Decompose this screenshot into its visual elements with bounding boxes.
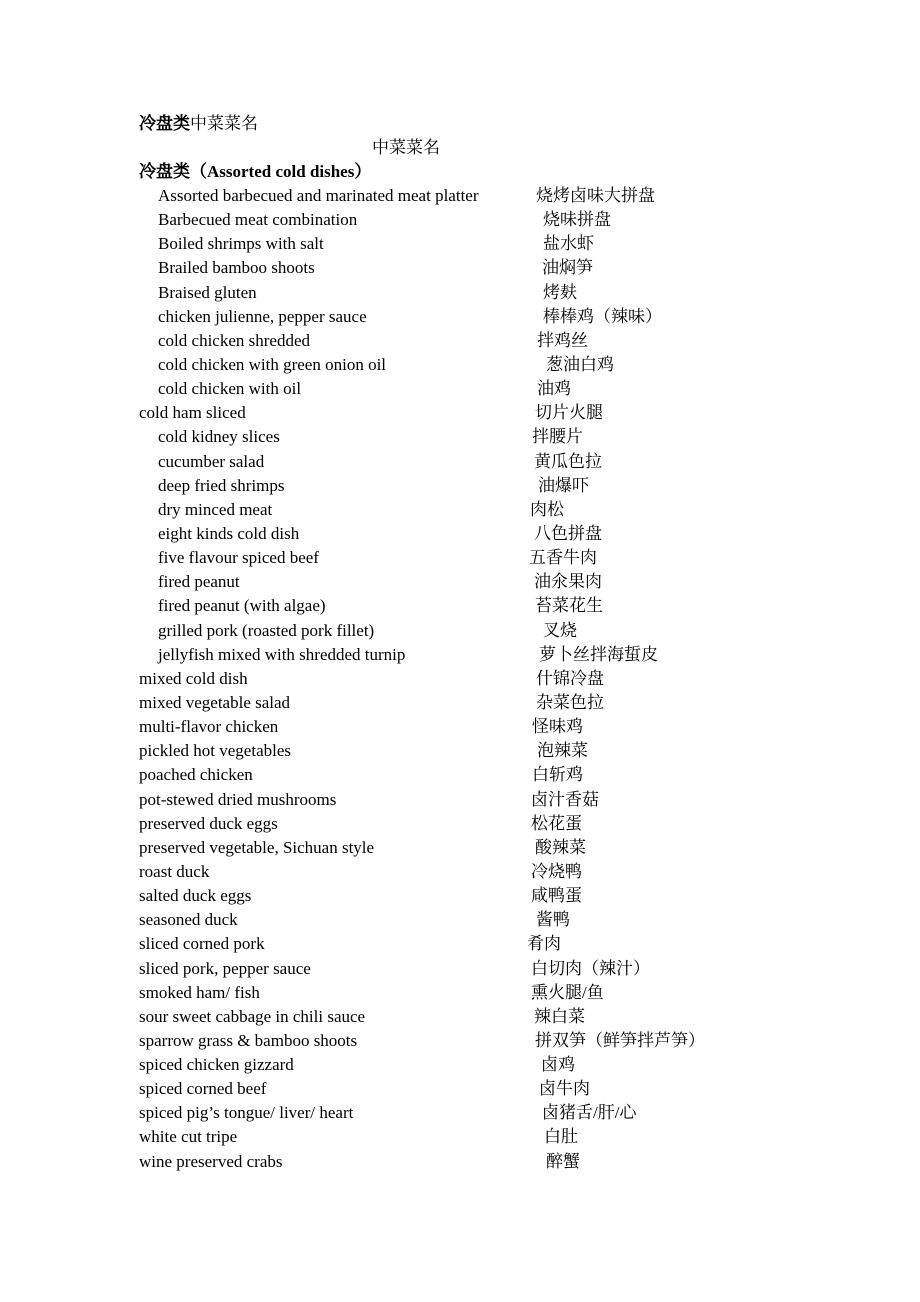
dish-english-name: Barbecued meat combination [158,210,358,230]
dish-chinese-name: 油鸡 [537,379,571,399]
dish-chinese-name: 松花蛋 [531,813,582,833]
dish-english-name: cucumber salad [158,451,265,471]
dish-english-name: poached chicken [139,765,253,785]
dish-english-name: mixed vegetable salad [139,692,291,712]
dish-row [0,450,920,474]
dish-list [0,184,920,1174]
dish-english-name: preserved duck eggs [139,813,278,833]
dish-row [0,570,920,594]
dish-chinese-name: 杂菜色拉 [536,692,604,712]
dish-chinese-name: 咸鸭蛋 [531,886,582,906]
dish-row [0,691,920,715]
dish-row [0,546,920,570]
dish-row [0,908,920,932]
dish-chinese-name: 白切肉（辣汁） [531,958,650,978]
dish-row [0,643,920,667]
dish-row [0,474,920,498]
dish-english-name: spiced pig’s tongue/ liver/ heart [139,1103,354,1123]
dish-english-name: deep fried shrimps [158,475,285,495]
dish-row [0,981,920,1005]
dish-english-name: cold ham sliced [139,403,246,423]
dish-chinese-name: 萝卜丝拌海蜇皮 [539,644,658,664]
dish-row [0,667,920,691]
dish-chinese-name: 醉蟹 [546,1151,580,1171]
dish-chinese-name: 卤鸡 [541,1055,575,1075]
dish-row [0,256,920,280]
dish-english-name: pickled hot vegetables [139,741,292,761]
dish-row [0,763,920,787]
dish-row [0,1029,920,1053]
dish-chinese-name: 五香牛肉 [529,548,597,568]
dish-row [0,594,920,618]
dish-row [0,619,920,643]
dish-row [0,715,920,739]
dish-row [0,184,920,208]
dish-row [0,401,920,425]
dish-english-name: cold chicken with green onion oil [158,354,387,374]
dish-english-name: pot-stewed dried mushrooms [139,789,337,809]
dish-english-name: sliced corned pork [139,934,265,954]
dish-english-name: chicken julienne, pepper sauce [158,306,367,326]
dish-english-name: cold chicken shredded [158,330,310,350]
dish-chinese-name: 卤猪舌/肝/心 [542,1103,637,1123]
dish-english-name: seasoned duck [139,910,238,930]
dish-chinese-name: 拼双笋（鲜笋拌芦笋） [535,1030,705,1050]
dish-row [0,1077,920,1101]
dish-row [0,836,920,860]
dish-chinese-name: 拌腰片 [532,427,583,447]
dish-row [0,957,920,981]
dish-row [0,377,920,401]
dish-chinese-name: 黄瓜色拉 [534,451,602,471]
page-heading [139,112,258,136]
dish-row [0,208,920,232]
dish-chinese-name: 什锦冷盘 [536,668,604,688]
dish-row [0,1005,920,1029]
dish-chinese-name: 烤麸 [543,282,577,302]
dish-english-name: Assorted barbecued and marinated meat platter [158,186,479,205]
dish-english-name: cold kidney slices [158,427,280,447]
dish-row [0,884,920,908]
dish-chinese-name: 八色拼盘 [534,523,602,543]
dish-chinese-name: 酱鸭 [536,910,570,930]
heading-bold-part: 冷盘类 [139,114,190,133]
dish-chinese-name: 葱油白鸡 [546,354,614,374]
dish-row [0,232,920,256]
dish-english-name: spiced corned beef [139,1079,267,1099]
dish-chinese-name: 熏火腿/鱼 [531,982,604,1002]
dish-chinese-name: 油氽果肉 [534,572,602,592]
dish-row [0,1053,920,1077]
dish-english-name: white cut tripe [139,1127,238,1147]
dish-english-name: sliced pork, pepper sauce [139,958,311,978]
dish-english-name: roast duck [139,861,210,881]
dish-english-name: five flavour spiced beef [158,548,319,568]
heading-normal-part: 中菜菜名 [190,114,258,133]
dish-english-name: jellyfish mixed with shredded turnip [158,644,406,664]
section-title: 冷盘类（Assorted cold dishes） [139,162,372,181]
dish-chinese-name: 拌鸡丝 [537,330,588,350]
dish-row [0,788,920,812]
dish-row [0,425,920,449]
dish-english-name: Braised gluten [158,282,257,302]
dish-chinese-name: 卤汁香菇 [531,789,599,809]
dish-row [0,932,920,956]
dish-chinese-name: 泡辣菜 [537,741,588,761]
dish-chinese-name: 怪味鸡 [532,717,583,737]
dish-chinese-name: 烧烤卤味大拼盘 [536,186,655,205]
dish-english-name: salted duck eggs [139,886,252,906]
dish-english-name: Brailed bamboo shoots [158,258,315,278]
dish-row [0,353,920,377]
dish-chinese-name: 苔菜花生 [535,596,603,616]
dish-chinese-name: 叉烧 [543,620,577,640]
dish-english-name: eight kinds cold dish [158,523,300,543]
dish-chinese-name: 辣白菜 [534,1006,585,1026]
dish-row [0,498,920,522]
dish-english-name: sour sweet cabbage in chili sauce [139,1006,366,1026]
dish-row [0,305,920,329]
dish-chinese-name: 酸辣菜 [535,837,586,857]
dish-chinese-name: 盐水虾 [543,234,594,254]
dish-chinese-name: 肉松 [530,499,564,519]
dish-english-name: grilled pork (roasted pork fillet) [158,620,375,640]
dish-english-name: dry minced meat [158,499,273,519]
dish-chinese-name: 烧味拼盘 [543,210,611,230]
dish-row [0,1150,920,1174]
dish-english-name: multi-flavor chicken [139,717,279,737]
dish-english-name: mixed cold dish [139,668,248,688]
dish-row [0,812,920,836]
dish-row [0,860,920,884]
dish-english-name: wine preserved crabs [139,1151,283,1171]
dish-chinese-name: 卤牛肉 [539,1079,590,1099]
dish-chinese-name: 冷烧鸭 [531,861,582,881]
dish-english-name: preserved vegetable, Sichuan style [139,837,375,857]
dish-english-name: fired peanut [158,572,240,592]
dish-chinese-name: 油爆吓 [538,475,589,495]
dish-chinese-name: 切片火腿 [535,403,603,423]
dish-english-name: Boiled shrimps with salt [158,234,324,254]
dish-row [0,1125,920,1149]
dish-row [0,1101,920,1125]
dish-english-name: sparrow grass & bamboo shoots [139,1030,358,1050]
dish-row [0,281,920,305]
dish-chinese-name: 肴肉 [527,934,561,954]
dish-english-name: fired peanut (with algae) [158,596,326,616]
dish-row [0,739,920,763]
dish-chinese-name: 白肚 [544,1127,578,1147]
dish-english-name: smoked ham/ fish [139,982,260,1002]
center-title: 中菜菜名 [372,138,440,157]
dish-chinese-name: 油焖笋 [542,258,593,278]
dish-chinese-name: 白斩鸡 [532,765,583,785]
dish-english-name: spiced chicken gizzard [139,1055,294,1075]
dish-row [0,522,920,546]
dish-english-name: cold chicken with oil [158,379,302,399]
dish-chinese-name: 棒棒鸡（辣味） [543,306,662,326]
dish-row [0,329,920,353]
